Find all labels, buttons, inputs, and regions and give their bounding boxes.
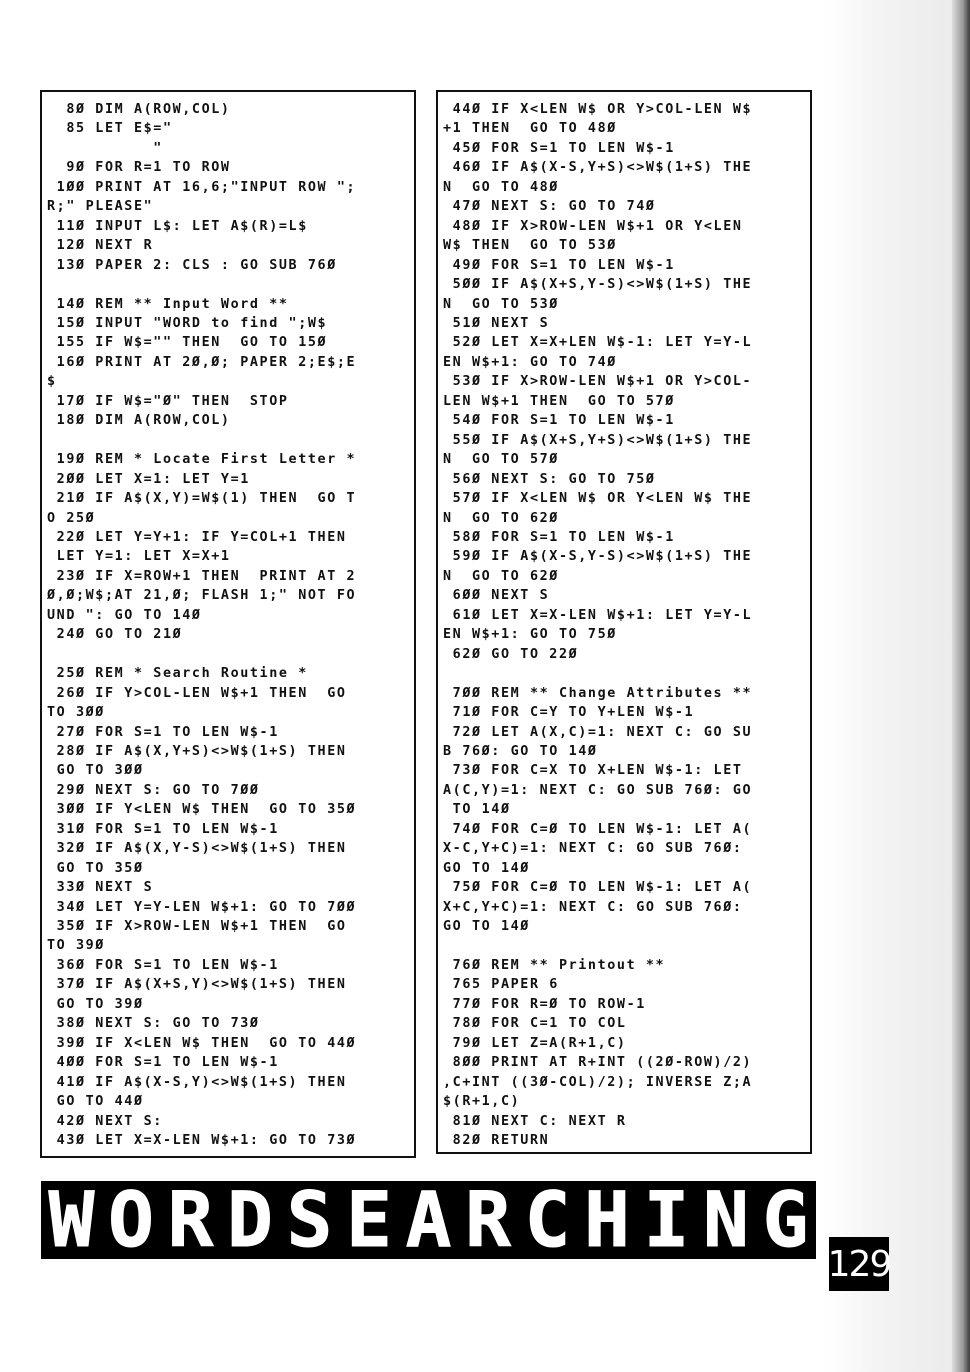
right-line: 48Ø IF X>ROW-LEN W$+1 OR Y<LEN	[443, 218, 743, 234]
banner-letter: G	[762, 1175, 809, 1264]
right-line: 81Ø NEXT C: NEXT R	[443, 1113, 627, 1129]
right-line: 61Ø LET X=X-LEN W$+1: LET Y=Y-L	[443, 607, 753, 623]
left-line: TO 39Ø	[47, 938, 105, 954]
left-line: 39Ø IF X<LEN W$ THEN GO TO 44Ø	[47, 1035, 357, 1051]
right-line: EN W$+1: GO TO 74Ø	[443, 354, 617, 370]
right-line: 71Ø FOR C=Y TO Y+LEN W$-1	[443, 705, 695, 721]
right-line: EN W$+1: GO TO 75Ø	[443, 627, 617, 643]
right-line: +1 THEN GO TO 48Ø	[443, 121, 617, 137]
left-line: 155 IF W$="" THEN GO TO 15Ø	[47, 335, 328, 351]
right-line: TO 14Ø	[443, 802, 511, 818]
left-line: 2ØØ LET X=1: LET Y=1	[47, 471, 250, 487]
left-line: 1ØØ PRINT AT 16,6;"INPUT ROW ";	[47, 179, 357, 195]
right-line: X-C,Y+C)=1: NEXT C: GO SUB 76Ø:	[443, 841, 743, 857]
right-line: $(R+1,C)	[443, 1094, 521, 1110]
banner-letter: I	[643, 1175, 690, 1264]
right-line: 7ØØ REM ** Change Attributes **	[443, 685, 753, 701]
left-line: 29Ø NEXT S: GO TO 7ØØ	[47, 782, 260, 798]
right-line: 45Ø FOR S=1 TO LEN W$-1	[443, 140, 675, 156]
left-line: GO TO 44Ø	[47, 1094, 144, 1110]
right-line: 49Ø FOR S=1 TO LEN W$-1	[443, 257, 675, 273]
right-line: 5ØØ IF A$(X+S,Y-S)<>W$(1+S) THE	[443, 277, 753, 293]
left-line: 36Ø FOR S=1 TO LEN W$-1	[47, 957, 279, 973]
banner-letter: N	[703, 1175, 749, 1264]
left-line: 33Ø NEXT S	[47, 880, 154, 896]
left-line: 15Ø INPUT "WORD to find ";W$	[47, 315, 328, 331]
right-line: 56Ø NEXT S: GO TO 75Ø	[443, 471, 656, 487]
left-line: 34Ø LET Y=Y-LEN W$+1: GO TO 7ØØ	[47, 899, 357, 915]
page-number-box	[829, 1237, 889, 1291]
right-line: 82Ø RETURN	[443, 1133, 550, 1149]
left-line: R;" PLEASE"	[47, 199, 154, 215]
left-line: LET Y=1: LET X=X+1	[47, 549, 231, 565]
banner-letter: O	[108, 1175, 154, 1264]
right-line: 6ØØ NEXT S	[443, 588, 550, 604]
left-line: GO TO 35Ø	[47, 860, 144, 876]
left-line: 41Ø IF A$(X-S,Y)<>W$(1+S) THEN	[47, 1074, 347, 1090]
right-line: 75Ø FOR C=Ø TO LEN W$-1: LET A(	[443, 880, 753, 896]
right-line: N GO TO 53Ø	[443, 296, 559, 312]
left-line: TO 3ØØ	[47, 705, 105, 721]
banner-letter: A	[405, 1175, 452, 1264]
left-line: O 25Ø	[47, 510, 96, 526]
left-line: 28Ø IF A$(X,Y+S)<>W$(1+S) THEN	[47, 743, 347, 759]
banner-letter: C	[524, 1175, 571, 1264]
listing-column-right	[436, 90, 812, 1154]
banner-letter: H	[584, 1175, 630, 1264]
right-line: LEN W$+1 THEN GO TO 57Ø	[443, 393, 675, 409]
right-line: N GO TO 48Ø	[443, 179, 559, 195]
listing-text-right	[443, 100, 808, 1150]
left-line: Ø,Ø;W$;AT 21,Ø; FLASH 1;" NOT FO	[47, 588, 357, 604]
right-line: 53Ø IF X>ROW-LEN W$+1 OR Y>COL-	[443, 374, 753, 390]
left-line: 3ØØ IF Y<LEN W$ THEN GO TO 35Ø	[47, 802, 357, 818]
right-line: GO TO 14Ø	[443, 919, 530, 935]
left-line	[47, 433, 57, 448]
right-line: 76Ø REM ** Printout **	[443, 957, 666, 973]
left-line: 37Ø IF A$(X+S,Y)<>W$(1+S) THEN	[47, 977, 347, 993]
right-line	[443, 666, 453, 681]
right-line	[443, 938, 453, 953]
left-line: 23Ø IF X=ROW+1 THEN PRINT AT 2	[47, 568, 357, 584]
left-line: 31Ø FOR S=1 TO LEN W$-1	[47, 821, 279, 837]
right-line: GO TO 14Ø	[443, 860, 530, 876]
page-number: 129	[827, 1243, 891, 1285]
right-line: W$ THEN GO TO 53Ø	[443, 238, 617, 254]
left-line: 22Ø LET Y=Y+1: IF Y=COL+1 THEN	[47, 529, 347, 545]
left-line: GO TO 39Ø	[47, 996, 144, 1012]
right-line: ,C+INT ((3Ø-COL)/2); INVERSE Z;A	[443, 1074, 753, 1090]
right-line: X+C,Y+C)=1: NEXT C: GO SUB 76Ø:	[443, 899, 743, 915]
left-line: 21Ø IF A$(X,Y)=W$(1) THEN GO T	[47, 491, 357, 507]
right-line: N GO TO 62Ø	[443, 568, 559, 584]
right-line: N GO TO 62Ø	[443, 510, 559, 526]
left-line: 32Ø IF A$(X,Y-S)<>W$(1+S) THEN	[47, 841, 347, 857]
left-line: 12Ø NEXT R	[47, 238, 154, 254]
title-banner	[41, 1175, 816, 1264]
banner-letter: E	[346, 1175, 392, 1264]
left-line: GO TO 3ØØ	[47, 763, 144, 779]
left-line: 38Ø NEXT S: GO TO 73Ø	[47, 1016, 260, 1032]
page-binding-shadow	[952, 0, 970, 1372]
left-line: 19Ø REM * Locate First Letter *	[47, 452, 357, 468]
left-line: 11Ø INPUT L$: LET A$(R)=L$	[47, 218, 308, 234]
left-line: 27Ø FOR S=1 TO LEN W$-1	[47, 724, 279, 740]
right-line: 44Ø IF X<LEN W$ OR Y>COL-LEN W$	[443, 102, 753, 117]
banner-letter: R	[465, 1175, 511, 1264]
left-line: 13Ø PAPER 2: CLS : GO SUB 76Ø	[47, 257, 337, 273]
left-line: 8Ø DIM A(ROW,COL)	[47, 102, 231, 117]
left-line: 25Ø REM * Search Routine *	[47, 666, 308, 682]
right-line: 8ØØ PRINT AT R+INT ((2Ø-ROW)/2)	[443, 1055, 753, 1071]
banner-letter: R	[167, 1175, 214, 1264]
left-line: $	[47, 374, 57, 390]
left-line: 14Ø REM ** Input Word **	[47, 296, 289, 312]
right-line: 57Ø IF X<LEN W$ OR Y<LEN W$ THE	[443, 491, 753, 507]
right-line: A(C,Y)=1: NEXT C: GO SUB 76Ø: GO	[443, 782, 753, 798]
left-line: 85 LET E$="	[47, 121, 173, 137]
left-line: 26Ø IF Y>COL-LEN W$+1 THEN GO	[47, 685, 347, 701]
right-line: N GO TO 57Ø	[443, 452, 559, 468]
right-line: 765 PAPER 6	[443, 977, 559, 993]
right-line: 55Ø IF A$(X+S,Y+S)<>W$(1+S) THE	[443, 432, 753, 448]
left-line	[47, 277, 57, 292]
right-line: 73Ø FOR C=X TO X+LEN W$-1: LET	[443, 763, 743, 779]
left-line: 24Ø GO TO 21Ø	[47, 627, 183, 643]
right-line: 54Ø FOR S=1 TO LEN W$-1	[443, 413, 675, 429]
right-line: 62Ø GO TO 22Ø	[443, 646, 579, 662]
listing-text-left	[47, 100, 412, 1150]
right-line: 72Ø LET A(X,C)=1: NEXT C: GO SU	[443, 724, 753, 740]
right-line: 59Ø IF A$(X-S,Y-S)<>W$(1+S) THE	[443, 549, 753, 565]
banner-letter: S	[286, 1175, 333, 1264]
banner-letter: D	[227, 1175, 273, 1264]
left-line	[47, 647, 57, 662]
left-line: 4ØØ FOR S=1 TO LEN W$-1	[47, 1055, 279, 1071]
left-line: 42Ø NEXT S:	[47, 1113, 163, 1129]
left-line: 18Ø DIM A(ROW,COL)	[47, 413, 231, 429]
right-line: 79Ø LET Z=A(R+1,C)	[443, 1035, 627, 1051]
right-line: 77Ø FOR R=Ø TO ROW-1	[443, 996, 646, 1012]
right-line: B 76Ø: GO TO 14Ø	[443, 743, 598, 759]
right-line: 58Ø FOR S=1 TO LEN W$-1	[443, 529, 675, 545]
left-line: 35Ø IF X>ROW-LEN W$+1 THEN GO	[47, 919, 347, 935]
left-line: "	[47, 140, 163, 156]
page-edge-shade	[824, 0, 970, 1372]
right-line: 52Ø LET X=X+LEN W$-1: LET Y=Y-L	[443, 335, 753, 351]
right-line: 46Ø IF A$(X-S,Y+S)<>W$(1+S) THE	[443, 160, 753, 176]
left-line: 16Ø PRINT AT 2Ø,Ø; PAPER 2;E$;E	[47, 354, 357, 370]
left-line: 43Ø LET X=X-LEN W$+1: GO TO 73Ø	[47, 1133, 357, 1149]
right-line: 78Ø FOR C=1 TO COL	[443, 1016, 627, 1032]
right-line: 47Ø NEXT S: GO TO 74Ø	[443, 199, 656, 215]
left-line: 9Ø FOR R=1 TO ROW	[47, 160, 231, 176]
left-line: 17Ø IF W$="Ø" THEN STOP	[47, 393, 289, 409]
right-line: 51Ø NEXT S	[443, 315, 550, 331]
banner-letter: W	[48, 1175, 95, 1264]
left-line: UND ": GO TO 14Ø	[47, 607, 202, 623]
listing-column-left	[40, 90, 416, 1158]
right-line: 74Ø FOR C=Ø TO LEN W$-1: LET A(	[443, 821, 753, 837]
